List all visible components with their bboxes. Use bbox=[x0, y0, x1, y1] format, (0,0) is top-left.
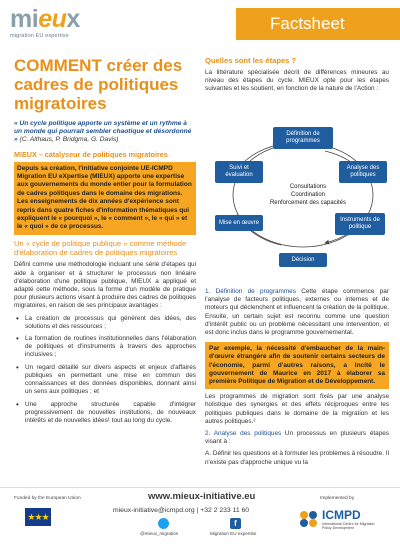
policy-cycle-diagram bbox=[205, 123, 389, 283]
list-item: • Une approche structurée capable d'intégrer progressivement de nouvelles institutions, de nouveaux intérêts et de nouvelles idées¹ tout au long du cycle. bbox=[14, 401, 196, 426]
advantages-list bbox=[14, 315, 196, 425]
list-item: • La formation de routines institutionnelles dans l'élaboration de politiques et d'instruments à travers des approches inclusives ; bbox=[14, 335, 196, 360]
box-definition: Définition de programmes bbox=[273, 127, 333, 149]
programmes-paragraph: Les programmes de migration sont fixés par une analyse holistique des synergies et des effets réciproques entre les politiques publiques dans le domaine de la migration et les autres politiques.² bbox=[205, 393, 389, 425]
step2a-paragraph: A. Définir les questions et à formuler les problèmes à résoudre. Il n'existe pas d'approche unique vu la bbox=[205, 450, 389, 466]
box-instruments: Instruments de politique bbox=[335, 213, 385, 235]
mieux-logo: mieux migration EU expertise bbox=[10, 6, 130, 46]
right-column-top bbox=[205, 56, 389, 94]
page-header bbox=[0, 0, 400, 48]
box-suivi: Suivi et évaluation bbox=[215, 161, 263, 183]
page-footer bbox=[0, 487, 400, 550]
section-heading-catalyst: MIEUX – catalyseur de politiques migratoires bbox=[14, 149, 168, 159]
steps-heading: Quelles sont les étapes ? bbox=[205, 56, 297, 65]
logo-tagline: migration EU expertise bbox=[10, 33, 69, 39]
funded-label: Funded by the European Union bbox=[14, 496, 81, 501]
contact-info: mieux-initiative@icmpd.org | +32 2 233 11 60 bbox=[113, 507, 250, 514]
section-heading-cycle: Un « cycle de politique publique » comme méthode d'élaboration de cadres de politiques migratoires bbox=[14, 238, 187, 257]
diagram-center-text: Consultations Coordination Renforcement des capacités bbox=[269, 184, 347, 206]
left-column bbox=[14, 56, 196, 429]
list-item: • La création de processus qui génèrent des idées, des solutions et des ressources ; bbox=[14, 315, 196, 331]
icmpd-mark-icon bbox=[298, 509, 320, 529]
box-analyse: Analyse des politiques bbox=[339, 161, 387, 183]
cycle-paragraph: Défini comme une méthodologie incluant une série d'étapes qui aide à organiser et à structurer le processus non linéaire d'élaboration d'une politique publique, MIEUX a appliqué et adapté cette méthode, sous la forme d'un modèle de pratique pour plusieurs actions visant à produire des cadres de politiques migratoires, en raison de ses principaux avantages : bbox=[14, 261, 196, 310]
implemented-label: Implemented by bbox=[320, 496, 355, 501]
facebook-icon[interactable]: f bbox=[230, 518, 241, 529]
page-title: COMMENT créer des cadres de politiques migratoires bbox=[14, 56, 183, 113]
highlight-box-intro: Depuis sa création, l'initiative conjointe UE-ICMPD Migration EU eXpertise (MIEUX) apporte une expertise aux gouvernements du monde entier pour la formulation de cadres politiques dans le domaine des migrations. Les enseignements de dix années d'expérience sont repris dans quatre fiches d'information thématiques qui expliquent le « pourquoi », le « comment », le « qui » et le « quoi » de ce processus. bbox=[14, 162, 196, 235]
list-item: • Un regard détaillé sur divers aspects et enjeux d'affaires publiques en permettant une mise en commun des connaissances et des données disponibles, donnant ainsi un sens aux politiques ; et bbox=[14, 364, 196, 397]
twitter-handle[interactable]: @mieux_migration bbox=[140, 531, 179, 536]
eu-flag-icon: ★★★ bbox=[25, 508, 51, 526]
icmpd-logo: ICMPD International Centre for Migration Policy Development bbox=[298, 508, 388, 530]
factsheet-label: Factsheet bbox=[270, 14, 345, 33]
step2-paragraph: 2. Analyse des politiques Un processus en plusieurs étapes visant à : bbox=[205, 430, 390, 446]
twitter-icon[interactable] bbox=[158, 518, 169, 529]
box-mise: Mise en œuvre bbox=[215, 215, 263, 231]
facebook-handle[interactable]: Migration EU expertise bbox=[210, 531, 257, 536]
steps-intro: La littérature spécialisée décrit de différences mineures au niveau des étapes du cycle. MIEUX opte pour les étapes suivantes et les soutient, en fonction de la nature de l'Action : bbox=[205, 69, 389, 93]
highlight-box-example: Par exemple, la nécessité d'embaucher de la main-d'œuvre étrangère afin de soutenir certains secteurs de l'économie, parmi d'autres raisons, a incité le gouvernement de Maurice en 2017 à élaborer sa première Politique de Migration et de Développement. bbox=[205, 342, 389, 389]
box-decision: Décision bbox=[279, 253, 327, 267]
right-column-bottom bbox=[205, 284, 389, 467]
intro-quote: « Un cycle politique apporte un système et un rythme à un monde qui pourrait sembler chaotique et désordonné » (C. Althaus, P. Bridgma, G. Davis) bbox=[14, 120, 192, 144]
step1-paragraph: 1. Définition de programmes Cette étape commence par l'analyse de facteurs politiques, externes ou internes et de moteurs qui déclenchent et influencent la création de la politique. Ensuite, un certain sujet est reconnu comme une question d'intérêt public ou un problème nécessitant une intervention, et est donc inclus dans le programme gouvernemental. bbox=[205, 288, 389, 337]
website-link[interactable]: www.mieux-initiative.eu bbox=[148, 491, 256, 502]
